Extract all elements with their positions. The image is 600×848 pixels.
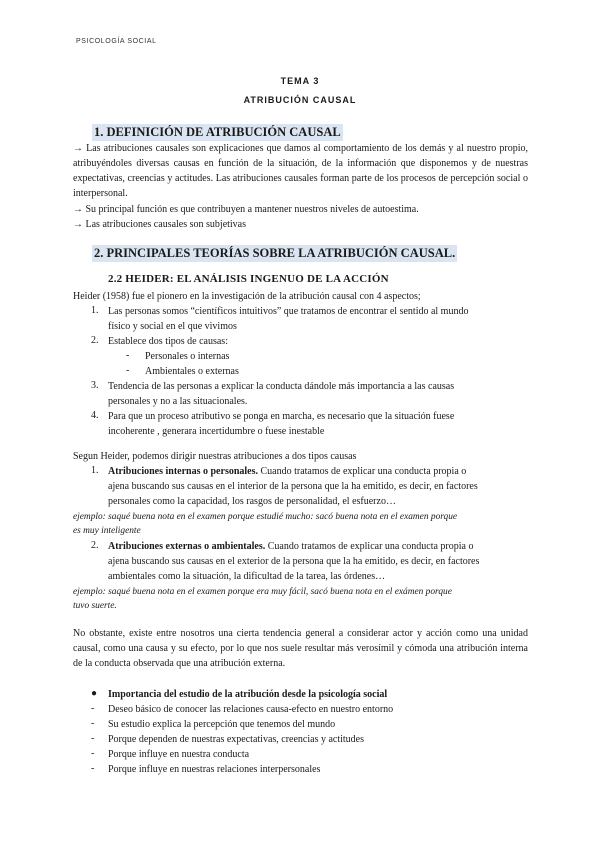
list-item-3-line-1: Tendencia de las personas a explicar la conducta dándole más importancia a las causas [108,381,455,392]
internal-attribution-line-3: personales como la capacidad, los rasgos de personalidad, el esfuerzo… [108,496,396,507]
no-obstante-paragraph: No obstante, existe entre nosotros una cierta tendencia general a considerar actor y acción como una unidad causal, como una causa y su efecto, por lo que nos suele resultar más verosímil y cómoda una atribución interna de la conducta observada que una atribución externa. [73,628,528,669]
example-2-line-2: tuvo suerte. [73,601,117,611]
list-number: 2. [91,335,99,346]
list-item-1-line-1: Las personas somos “científicos intuitivos” que tratamos de encontrar el sentido al mundo [108,306,469,317]
definition-paragraph: → Las atribuciones causales son explicaciones que damos al comportamiento de los demás y al nuestro propio, atribuyéndoles diversas causas en función de la situación, de la información que disponemos y de nuestras expectativas, creencias y actitudes. Las atribuciones causales forman parte de los procesos de percepción social o interpersonal. [73,143,528,199]
bullet-dot: ● [91,688,98,699]
dash-bullet: - [126,365,130,376]
list-number: 1. [91,465,99,476]
dash-bullet: - [91,763,95,774]
example-1-line-2: es muy inteligente [73,526,141,536]
list-number: 2. [91,540,99,551]
example-1-line-1: ejemplo: saqué buena nota en el examen porque estudié mucho: sacó buena nota en el examen porque [73,512,458,522]
running-header: PSICOLOGÍA SOCIAL [76,38,157,45]
heider-intro: Heider (1958) fue el pionero en la investigación de la atribución causal con 4 aspectos; [73,291,421,302]
subsection-heading: 2.2 HEIDER: EL ANÁLISIS INGENUO DE LA ACCIÓN [108,273,389,285]
internal-attribution-term: Atribuciones internas o personales. [108,466,258,477]
list-item-2: Establece dos tipos de causas: [108,336,228,347]
list-item-4-line-1: Para que un proceso atributivo se ponga en marcha, es necesario que la situación fuese [108,411,455,422]
external-attribution-line-2: ajena buscando sus causas en el exterior de la persona que la ha emitido, es decir, en factores [108,556,480,567]
section-1-heading: 1. DEFINICIÓN DE ATRIBUCIÓN CAUSAL [94,125,341,139]
list-number: 1. [91,305,99,316]
list-item-3-line-2: personales y no a las situacionales. [108,396,248,407]
segun-heider-line: Segun Heider, podemos dirigir nuestras atribuciones a dos tipos causas [73,451,357,462]
function-line: → Su principal función es que contribuyen a mantener nuestros niveles de autoestima. [73,204,419,215]
external-attribution-line-1 [108,540,473,553]
dash-bullet: - [91,748,95,759]
internal-attribution-line-2: ajena buscando sus causas en el interior de la persona que la ha emitido, es decir, en factores [108,481,478,492]
external-attribution-text: Cuando tratamos de explicar una conducta propia o [265,541,474,552]
internal-attribution-line-1 [108,465,466,478]
topic-number: TEMA 3 [280,76,320,86]
dash-bullet: - [91,703,95,714]
subjective-line: → Las atribuciones causales son subjetivas [73,219,247,230]
dash-bullet: - [91,718,95,729]
sub-item-personal: Personales o internas [145,351,230,362]
external-attribution-term: Atribuciones externas o ambientales. [108,541,266,552]
importance-item-2: Su estudio explica la percepción que tenemos del mundo [108,719,336,730]
list-item-4-line-2: incoherente , generara incertidumbre o fuese inestable [108,426,325,437]
importance-item-4: Porque influye en nuestra conducta [108,749,250,760]
internal-attribution-text: Cuando tratamos de explicar una conducta propia o [258,466,467,477]
importance-item-3: Porque dependen de nuestras expectativas, creencias y actitudes [108,734,365,745]
importance-item-1: Deseo básico de conocer las relaciones causa-efecto en nuestro entorno [108,704,394,715]
sub-item-environmental: Ambientales o externas [145,366,239,377]
example-2-line-1: ejemplo: saqué buena nota en el examen porque era muy fácil, sacó buena nota en el exámen porque [73,587,452,597]
list-number: 4. [91,410,99,421]
importance-item-5: Porque influye en nuestras relaciones interpersonales [108,764,321,775]
list-number: 3. [91,380,99,391]
list-item-1-line-2: físico y social en el que vivimos [108,321,237,332]
importance-heading: Importancia del estudio de la atribución desde la psicología social [108,689,388,700]
section-2-heading: 2. PRINCIPALES TEORÍAS SOBRE LA ATRIBUCIÓN CAUSAL. [94,246,456,260]
external-attribution-line-3: ambientales como la situación, la dificultad de la tarea, las órdenes… [108,571,386,582]
topic-title: ATRIBUCIÓN CAUSAL [243,95,357,105]
dash-bullet: - [91,733,95,744]
dash-bullet: - [126,350,130,361]
